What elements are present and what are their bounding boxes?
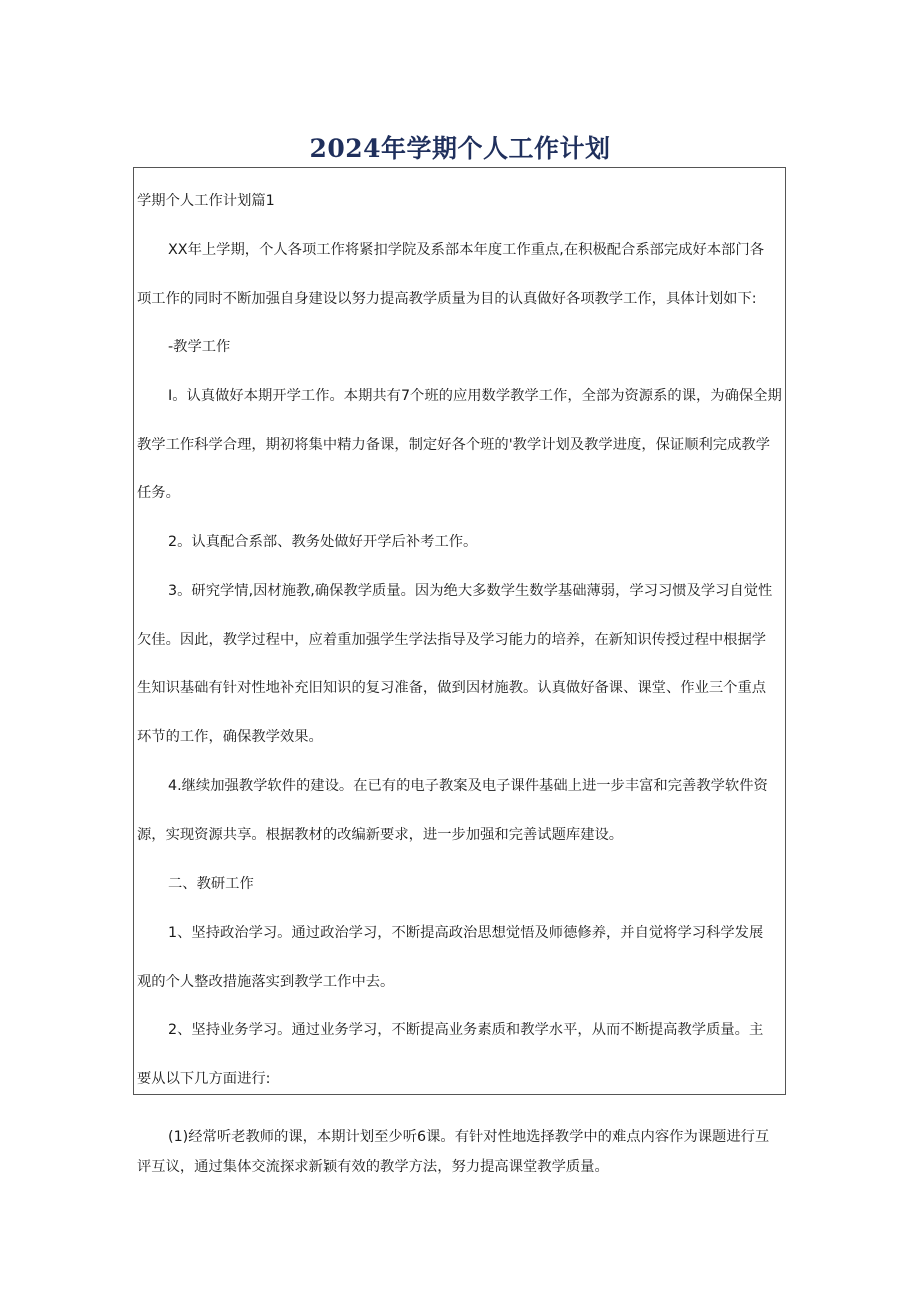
paragraph-line: 1、坚持政治学习。通过政治学习，不断提高政治思想觉悟及师德修养，并自觉将学习科学发展 [168,925,764,941]
paragraph-research-2 [137,1006,787,1103]
document-title: 2024年学期个人工作计划 [309,133,611,163]
paragraph-line: 4.继续加强教学软件的建设。在已有的电子教案及电子课件基础上进一步丰富和完善教学软件资 [168,778,768,794]
paragraph-line: 3。研究学情,因材施教,确保教学质量。因为绝大多数学生数学基础薄弱，学习习惯及学习自觉性 [168,583,773,599]
paragraph-line: 2、坚持业务学习。通过业务学习，不断提高业务素质和教学水平，从而不断提高教学质量。主 [168,1022,764,1038]
paragraph-line: 欠佳。因此，教学过程中，应着重加强学生学法指导及学习能力的培养，在新知识传授过程中根据学 [137,631,767,648]
section-heading [137,177,787,226]
paragraph-intro [137,226,787,323]
paragraph-line: 源，实现资源共享。根据教材的改编新要求，进一步加强和完善试题库建设。 [137,826,624,843]
subheading-research [137,860,787,909]
paragraph-line: I。认真做好本期开学工作。本期共有7个班的应用数学教学工作，全部为资源系的课，为确保全期 [168,388,782,404]
paragraph-line: 二、教研工作 [168,876,254,892]
paragraph-line: -教学工作 [168,339,231,355]
section-heading-text: 学期个人工作计划篇1 [137,193,275,209]
subheading-teaching [137,323,787,372]
paragraph-line: XX年上学期，个人各项工作将紧扣学院及系部本年度工作重点,在积极配合系部完成好本部门各 [168,242,765,258]
paragraph-item-2 [137,518,787,567]
paragraph-line: (1)经常听老教师的课，本期计划至少听6课。有针对性地选择教学中的难点内容作为课题进行互 [168,1129,770,1145]
paragraph-line: 要从以下几方面进行: [137,1070,271,1087]
paragraph-line: 评互议，通过集体交流探求新颖有效的教学方法，努力提高课堂教学质量。 [137,1159,609,1175]
paragraph-line: 生知识基础有针对性地补充旧知识的复习准备，做到因材施教。认真做好备课、课堂、作业三个重点 [137,680,767,697]
paragraph-after-box [137,1122,787,1182]
paragraph-line: 2。认真配合系部、教务处做好开学后补考工作。 [168,534,478,550]
paragraph-line: 项工作的同时不断加强自身建设以努力提高教学质量为目的认真做好各项教学工作，具体计划如下: [137,290,757,307]
paragraph-item-1 [137,372,787,518]
paragraph-item-4 [137,762,787,859]
paragraph-item-3 [137,567,787,761]
paragraph-line: 任务。 [137,485,180,502]
paragraph-research-1 [137,909,787,1006]
paragraph-line: 观的个人整改措施落实到教学工作中去。 [137,973,395,990]
paragraph-line: 环节的工作，确保教学效果。 [137,728,323,745]
paragraph-line: 教学工作科学合理，期初将集中精力备课，制定好各个班的'教学计划及教学进度，保证顺利完成教学 [137,436,770,453]
